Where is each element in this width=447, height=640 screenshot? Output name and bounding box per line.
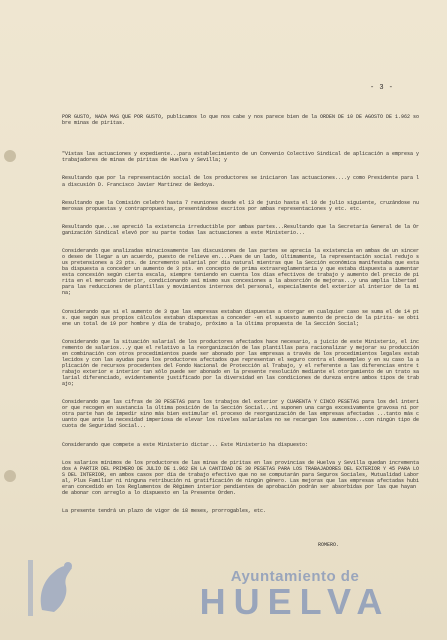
paragraph: Resultando que la Comisión celebró hasta 7 reuniones desde el 13 de junio hasta el 10 de julio siguiente, cruzándose numerosas propuestas y contrapropuestas, presentándose escritos por ambas representaciones y etc. etc. [62,199,420,212]
intro-paragraph: POR GUSTO, NADA MAS QUE POR GUSTO, publicamos lo que nos cabe y nos parece bien de la ORDEN DE 10 DE AGOSTO DE 1.962 sobre minas de piritas. [62,114,420,127]
punch-hole [4,150,16,162]
paragraph: Resultando que...se apreció la existencia irreductible por ambas partes...Resultando que la Secretaría General de la Organización Sindical elevó por su parte todas las actuaciones a este Ministerio... [62,223,420,236]
signature: ROMERO. [318,542,340,548]
paragraph: Considerando que analizadas minuciosamente las discusiones de las partes se aprecia la existencia en ambas de un sincero deseo de llegar a un acuerdo, puesto de relieve en....Pues de un lado, últimamente, la representación social redujo sus pretensiones a 23 pts. de incremento salarial por día natural mientras que la Sección económica manifestaba que estaba dispuesta a conceder un aumento de 3 pts. en concepto de prima extrasreglamentaria y que estaba dispuesta a aumentar esta concesión según cierta escala, siempre teniendo en cuenta los días efectivos de trabajo y aumento del precio de pirita en el mercado interior, condicionando así mismo sus concesiones a la absorción de mejoras...y una amplia libertad para las reducciones de plantillas y movimientos internos del personal, especialmente del exterior al interior de la mina; [62,248,423,297]
punch-hole [4,470,16,482]
paragraph: Los salarios mínimos de los productores de las minas de piritas en las provincias de Huelva y Sevilla quedan incrementados A PARTIR DEL PRIMERO DE JULIO DE 1.962 EN LA CANTIDAD DE 30 PESETAS PARA LOS TRABAJADORES DEL EXTERIOR Y 45 PARA LOS DEL INTERIOR, en ambos casos por día de trabajo efectivo que no se computarán para Seguros Sociales, Mutualidad Laboral, Plus Familiar ni ninguna retribución ni gratificación de ningún género. Las mejoras que las empresas afectadas hubieran concedido en los Reglamentos de Régimen interior pendientes de aprobación podrán ser absorbidas por las que hayan de abonar con arreglo a lo dispuesto en la Presente Orden. [62,459,420,496]
paragraph: "Vistas las actuaciones y expediente...para establecimiento de un Convenio Colectivo Sindical de aplicación a empresa y trabajadores de minas de piritas de Huelva y Sevilla; y [62,151,423,164]
page-number: - 3 - [370,84,394,92]
paragraph: La presente tendrá un plazo de vigor de 18 meses, prorrogables, etc. [62,508,267,515]
document-body [62,102,422,526]
archive-seal-icon [24,552,86,622]
paragraph: Resultando que por la representación social de los productores se iniciaron las actuaciones....y como Presidente para la discusión D. Francisco Javier Martínez de Bedoya. [62,175,420,188]
watermark-line2: HUELVA [199,581,391,622]
paragraph: Considerando que compete a este Ministerio dictar... Este Ministerio ha dispuesto: [62,441,309,448]
watermark-line1: Ayuntamiento de [230,568,360,585]
watermark [150,568,440,622]
paragraph: Considerando que si el aumento de 3 que las empresas estaban dispuestas a otorgar en cualquier caso se suma el de 14 pts. que según sus propios cálculos estaban dispuestas a conceder -en el supuesto aumento de precio de la pirita- se obtiene un total de 19 por hombre y día de trabajo, próximo a la última propuesta de la Sección Social; [62,308,420,327]
paragraph: Considerando que las cifras de 30 PESETAS para los trabajos del exterior y CUARENTA Y CINCO PESETAS para los del interior que recogen en sustancia la última posición de la Sección Social...ni suponen una carga excesivamente gravosa ni por otra parte han de impedir sino más bien estimular el proceso de reorganización de las empresas afectadas ...tanto más cuanto que ante la necesidad imperiosa de elevar los niveles salariales no se recargan los aumentos...con ningún tipo de cuota de Seguridad Social... [62,399,423,430]
paragraph: Considerando que la situación salarial de los productores afectados hace necesario, a juicio de este Ministerio, el incremento de salarios...y que el relativo a la reorganización de las plantillas para racionalizar y mejorar su producción en combinación con otros procedimientos puede ser abonado por las empresas a través de los procedimientos legales establecidos y con las ayudas para los productores afectados que representan el seguro contra el desempleo y en su caso la aplicación de recursos procedentes del Fondo Nacional de Protección al Trabajo, y el referente a las diferencias entre trabajo exterior e interior tan sólo puede ser abonado en la presente resolución mediante el otorgamiento de un trato salarial diferenciado, evidentemente justificado por la diversidad en las condiciones de dureza entre ambos tipos de trabajo; [62,338,423,388]
